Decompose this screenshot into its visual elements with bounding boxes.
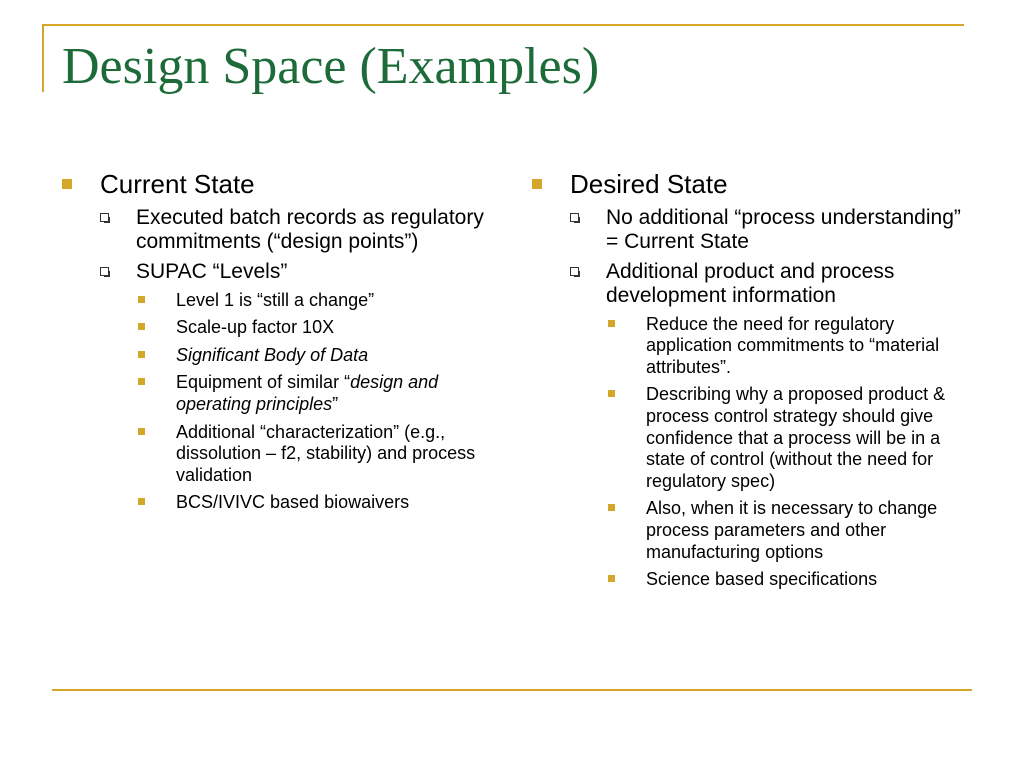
list-item-text: Equipment of similar “ — [176, 372, 351, 393]
box-bullet-icon — [570, 267, 579, 276]
box-bullet-icon — [100, 267, 109, 276]
frame-bottom-line — [52, 689, 972, 691]
square-bullet-icon — [608, 390, 615, 397]
slide-title: Design Space (Examples) — [62, 38, 600, 95]
right-list-item — [608, 384, 972, 492]
square-bullet-icon — [138, 351, 145, 358]
left-list-item — [138, 317, 492, 339]
right-heading-text: Desired State — [570, 169, 728, 199]
left-list-item — [138, 345, 492, 367]
list-item-text: Reduce the need for regulatory application commitments to “material attributes”. — [646, 313, 940, 377]
left-list-item — [138, 492, 492, 514]
square-bullet-icon — [608, 320, 615, 327]
list-item-text: Scale-up factor 10X — [176, 317, 335, 338]
box-bullet-icon — [570, 213, 579, 222]
right-heading — [532, 170, 972, 200]
list-item-text: ” — [332, 394, 339, 415]
list-item-text: Science based specifications — [646, 569, 878, 590]
square-bullet-icon — [138, 498, 145, 505]
left-sub-item-text: Executed batch records as regulatory commitments (“design points”) — [136, 205, 484, 253]
right-list-item — [608, 569, 972, 591]
list-item-text: Describing why a proposed product & process control strategy should give confidence that a process will be in a state of control (without the need for regulatory spec) — [646, 384, 946, 491]
right-sub-item — [570, 260, 972, 308]
square-bullet-icon — [138, 378, 145, 385]
square-bullet-icon — [138, 323, 145, 330]
square-bullet-icon — [608, 504, 615, 511]
left-list-item — [138, 372, 492, 415]
right-sub-item-text: No additional “process understanding” = Current State — [606, 205, 961, 253]
square-bullet-icon — [138, 296, 145, 303]
right-sub-item — [570, 206, 972, 254]
list-item-text: Level 1 is “still a change” — [176, 289, 375, 310]
list-item-text: Significant Body of Data — [176, 344, 369, 365]
left-sub-item — [100, 206, 492, 254]
square-bullet-icon — [532, 179, 542, 189]
frame-left-line — [42, 24, 44, 92]
right-column — [532, 170, 972, 597]
left-sub-item-text: SUPAC “Levels” — [136, 259, 288, 283]
square-bullet-icon — [62, 179, 72, 189]
left-column — [62, 170, 492, 520]
left-heading-text: Current State — [100, 169, 255, 199]
right-list-item — [608, 498, 972, 563]
square-bullet-icon — [608, 575, 615, 582]
box-bullet-icon — [100, 213, 109, 222]
list-item-text: BCS/IVIVC based biowaivers — [176, 492, 410, 513]
square-bullet-icon — [138, 428, 145, 435]
right-list-item — [608, 314, 972, 379]
left-sub-item — [100, 260, 492, 284]
left-list-item — [138, 422, 492, 487]
left-heading — [62, 170, 492, 200]
left-list-item — [138, 290, 492, 312]
list-item-text: Also, when it is necessary to change process parameters and other manufacturing options — [646, 498, 938, 562]
frame-top-line — [42, 24, 964, 26]
right-sub-item-text: Additional product and process development information — [606, 259, 895, 307]
list-item-italic-text: design and operating principles — [176, 372, 439, 415]
list-item-text: Additional “characterization” (e.g., dissolution – f2, stability) and process validation — [176, 421, 476, 485]
